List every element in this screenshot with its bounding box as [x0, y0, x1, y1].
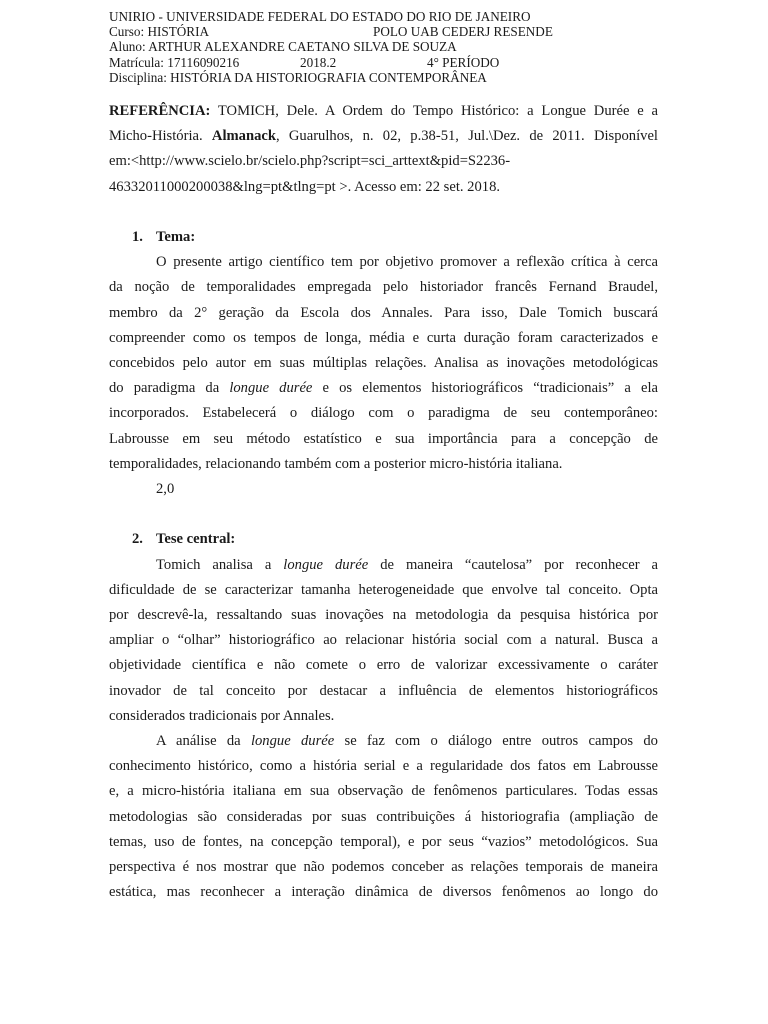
section-number: 2.: [132, 531, 143, 548]
tema-paragraph: O presente artigo científico tem por objetivo promover a reflexão crítica à cerca da noção de temporalidades empregada pelo historiador francês Fernand Braudel, membro da 2° geração da Escola dos Annales. Para isso, Dale Tomich buscará compreender como os tempos de longa, média e curta duração foram caracterizados e concebidos pelo autor em suas múltiplas relações. Analisa as inovações metodológicas do paradigma da longue durée e os elementos historiográficos “tradicionais” a ela incorporados. Estabelecerá o diálogo com o paradigma de seu contemporâneo: Labrousse em seu método estatístico e sua importância para a concepção de temporalidades, relacionando também com a posterior micro-história italiana.: [109, 254, 658, 472]
header-discipline-line: [109, 70, 531, 85]
student-label: Aluno:: [109, 39, 146, 55]
section-heading-tema: [109, 225, 658, 250]
header-student-line: [109, 39, 531, 54]
reference-line: REFERÊNCIA: TOMICH, Dele. A Ordem do Tempo Histórico: a Longue Durée e a: [109, 103, 658, 119]
emphasis-term: longue durée: [250, 733, 335, 750]
emphasis-term: longue durée: [283, 556, 369, 573]
discipline-label: Disciplina:: [109, 69, 167, 85]
document-body: [109, 99, 658, 905]
reference-block: [109, 99, 658, 200]
discipline-name: HISTÓRIA DA HISTORIOGRAFIA CONTEMPORÂNEA: [170, 69, 487, 85]
emphasis-term: longue durée: [229, 380, 313, 397]
course-label: Curso:: [109, 24, 145, 40]
header-registration-line: [109, 55, 531, 70]
semester: 2018.2: [300, 54, 337, 70]
grade-score: 2,0: [156, 481, 175, 498]
course-value: HISTÓRIA: [147, 24, 210, 40]
polo-name: POLO UAB CEDERJ RESENDE: [373, 24, 553, 40]
reference-label: REFERÊNCIA:: [109, 103, 211, 119]
registration-number: 17116090216: [167, 54, 240, 70]
document-header: [109, 9, 553, 85]
section-title: Tema:: [156, 229, 196, 245]
university-name: UNIRIO - UNIVERSIDADE FEDERAL DO ESTADO DO RIO DE JANEIRO: [109, 9, 531, 24]
section-heading-tese-central: [109, 527, 658, 552]
tese-paragraph-2: A análise da longue durée se faz com o diálogo entre outros campos do conhecimento histórico, como a história serial e a regularidade dos fatos em Labrousse e, a micro-história italiana em sua observação de fenômenos particulares. Todas essas metodologias são consideradas por suas contribuições á historiografia (ampliação de temas, uso de fontes, na concepção temporal), e por seus “vazios” metodológicos. Sua perspectiva é nos mostrar que não podemos conceber as relações temporais de maneira estática, mas reconhecer a interação dinâmica de diversos fenômenos ao longo do: [109, 733, 658, 901]
reference-url-line: 46332011000200038&lng=pt&tlng=pt >. Acesso em: 22 set. 2018.: [109, 178, 501, 195]
tese-paragraph-1: Tomich analisa a longue durée de maneira “cautelosa” por reconhecer a dificuldade de se caracterizar tamanha heterogeneidade que envolve tal conceito. Opta por descrevê-la, ressaltando suas inovações na metodologia da pesquisa histórica por ampliar o “olhar” historiográfico ao relacionar história social com a natural. Busca a objetividade científica e não comete o erro de valorizar excessivamente o caráter inovador de tal conceito por destacar a influência de elementos historiográficos considerados tradicionais por Annales.: [109, 556, 658, 724]
reference-url-line: em:<http://www.scielo.br/scielo.php?script=sci_arttext&pid=S2236-: [109, 153, 511, 170]
period: 4° PERÍODO: [427, 54, 500, 70]
section-number: 1.: [132, 229, 143, 245]
reference-line: Micho-História. Almanack, Guarulhos, n. 02, p.38-51, Jul.\Dez. de 2011. Disponível: [109, 128, 658, 145]
student-name: ARTHUR ALEXANDRE CAETANO SILVA DE SOUZA: [148, 39, 457, 55]
registration-label: Matrícula:: [109, 54, 164, 70]
header-course-line: [109, 24, 553, 40]
journal-name: Almanack: [211, 128, 276, 145]
section-title: Tese central:: [156, 531, 236, 548]
header-university-line: [109, 9, 531, 24]
